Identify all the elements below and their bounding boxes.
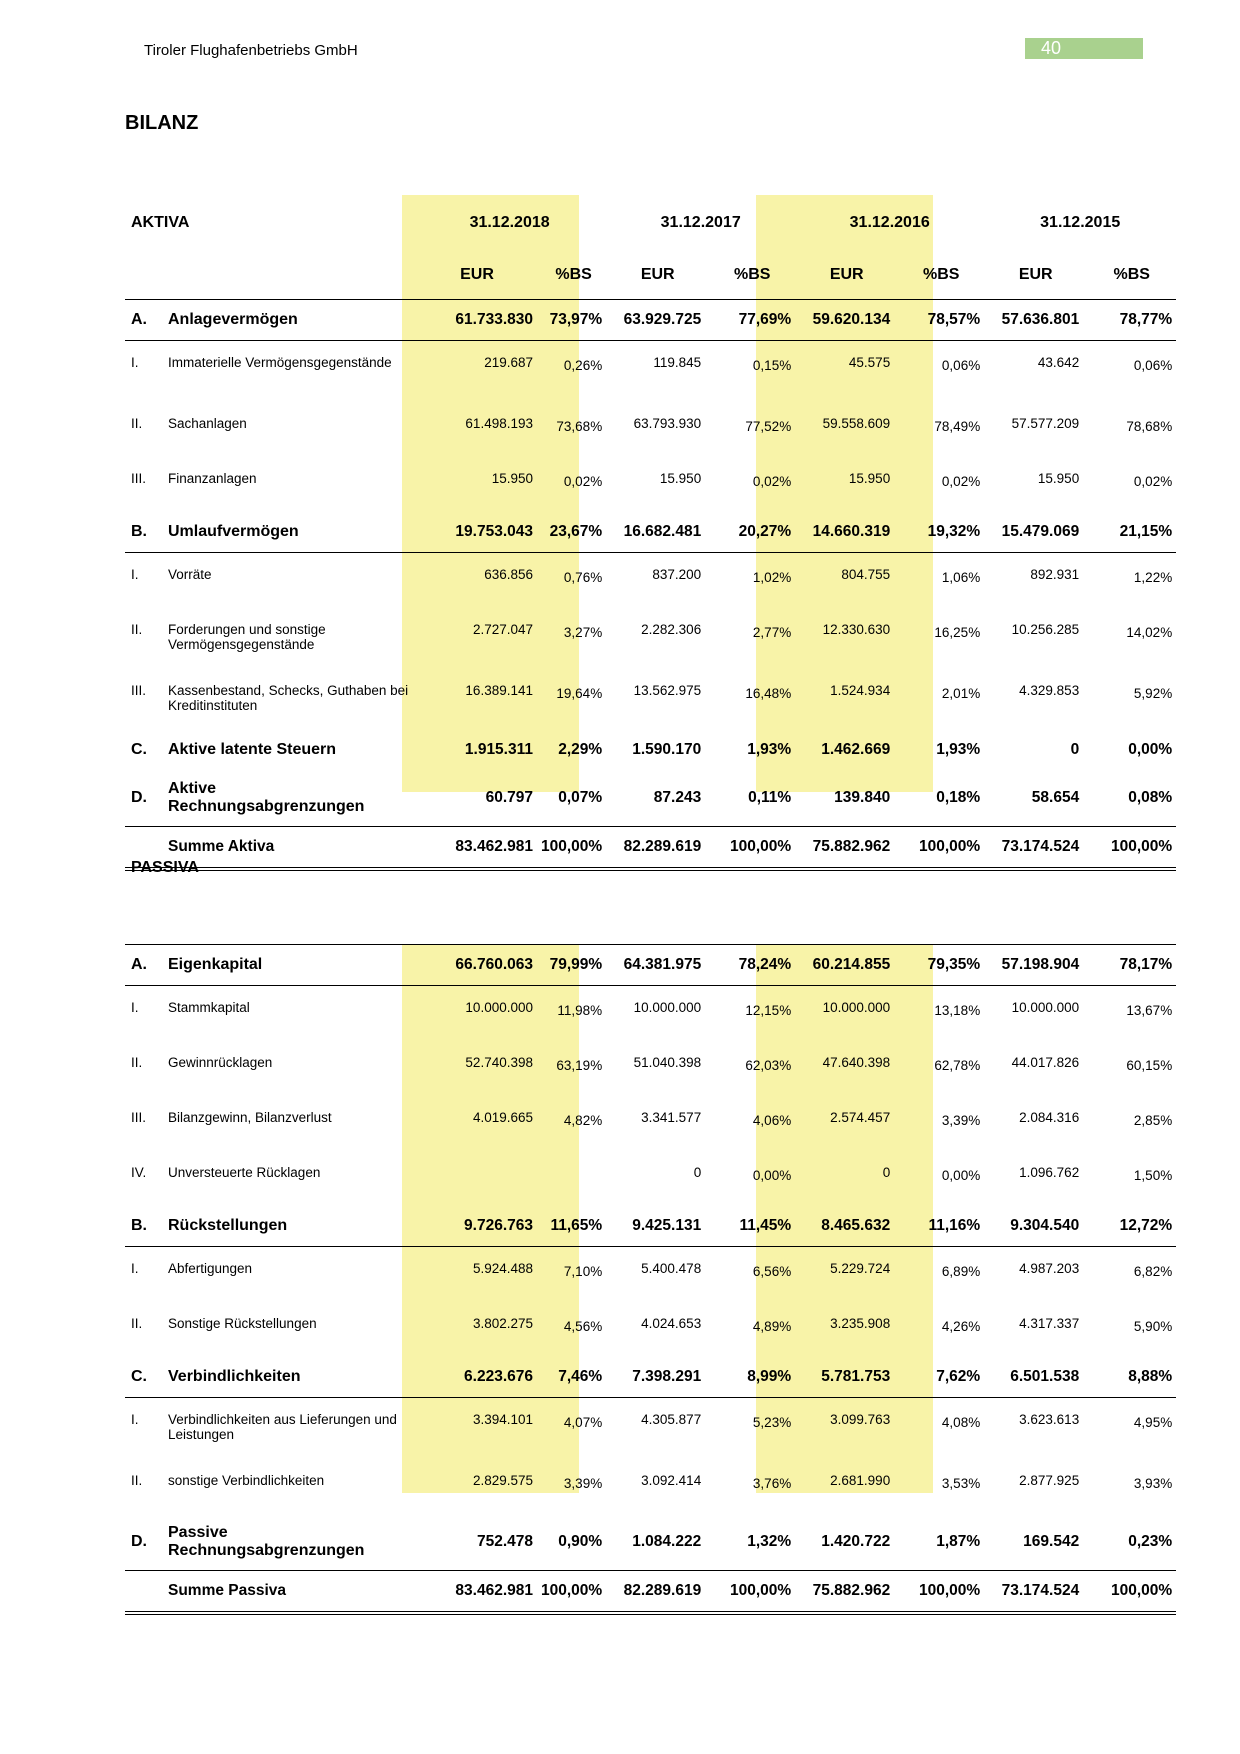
eur-value: 60.797	[485, 789, 533, 806]
eur-value: 3.092.414	[641, 1473, 702, 1488]
eur-value: 5.400.478	[641, 1261, 702, 1276]
pct-value: 0,02%	[1133, 474, 1173, 489]
eur-value: 16.682.481	[623, 523, 702, 540]
unit-eur: EUR	[460, 266, 494, 283]
unit-pct: %BS	[555, 266, 592, 283]
row-label: Abfertigungen	[168, 1261, 253, 1276]
item-row	[125, 1459, 1176, 1514]
item-row	[125, 1096, 1176, 1151]
eur-value: 63.793.930	[633, 416, 702, 431]
unit-eur: EUR	[829, 266, 864, 283]
eur-value: 2.084.316	[1019, 1110, 1080, 1125]
eur-value: 1.590.170	[632, 741, 702, 758]
pct-value: 4,82%	[563, 1113, 603, 1128]
row-label: Verbindlichkeiten aus Lieferungen und Leistungen	[168, 1412, 397, 1442]
row-letter: II.	[131, 1316, 143, 1331]
eur-value: 83.462.981	[455, 838, 533, 855]
pct-value: 2,01%	[941, 686, 981, 701]
pct-value: 7,62%	[936, 1368, 981, 1385]
pct-value: 0,26%	[563, 358, 603, 373]
pct-value: 4,26%	[941, 1319, 981, 1334]
pct-value: 4,06%	[752, 1113, 792, 1128]
row-label: Summe Aktiva	[168, 838, 275, 855]
row-label: sonstige Verbindlichkeiten	[168, 1473, 325, 1488]
eur-value: 3.099.763	[830, 1412, 891, 1427]
row-label: Immaterielle Vermögensgegenstände	[168, 355, 392, 370]
eur-value: 2.681.990	[830, 1473, 891, 1488]
eur-value: 52.740.398	[465, 1055, 533, 1070]
row-letter: I.	[131, 1000, 139, 1015]
pct-value: 1,50%	[1133, 1168, 1173, 1183]
row-label: Vorräte	[168, 567, 212, 582]
pct-value	[541, 1151, 606, 1206]
pct-value: 3,76%	[752, 1476, 792, 1491]
pct-value: 78,24%	[738, 956, 792, 973]
pct-value: 1,93%	[936, 741, 981, 758]
row-letter: II.	[131, 416, 143, 431]
row-label: Rückstellungen	[168, 1217, 288, 1234]
eur-value: 219.687	[484, 355, 533, 370]
item-row	[125, 457, 1176, 512]
eur-value: 16.389.141	[465, 683, 533, 698]
eur-value: 139.840	[834, 789, 891, 806]
eur-value: 10.000.000	[465, 1000, 533, 1015]
pct-value: 0,90%	[558, 1533, 603, 1550]
eur-value: 4.987.203	[1019, 1261, 1080, 1276]
row-letter: II.	[131, 622, 143, 637]
row-label: Anlagevermögen	[168, 311, 298, 328]
row-letter: B.	[131, 523, 147, 540]
pct-value: 13,18%	[934, 1003, 981, 1018]
row-label: Sonstige Rückstellungen	[168, 1316, 317, 1331]
eur-value: 10.000.000	[1011, 1000, 1080, 1015]
eur-value: 66.760.063	[455, 956, 533, 973]
row-label: Aktive Rechnungsabgrenzungen	[168, 780, 365, 815]
eur-value: 15.950	[491, 471, 533, 486]
aktiva-label: AKTIVA	[131, 214, 190, 231]
page-title: BILANZ	[125, 112, 199, 134]
eur-value: 75.882.962	[812, 1582, 891, 1599]
pct-value: 7,10%	[563, 1264, 603, 1279]
eur-value: 45.575	[848, 355, 891, 370]
eur-value: 51.040.398	[633, 1055, 702, 1070]
pct-value: 100,00%	[919, 838, 981, 855]
total-row	[125, 1571, 1176, 1614]
eur-value: 73.174.524	[1001, 1582, 1080, 1599]
pct-value: 2,85%	[1133, 1113, 1173, 1128]
eur-value: 5.229.724	[830, 1261, 891, 1276]
year-header-row	[125, 195, 1176, 251]
pct-value: 0,07%	[558, 789, 603, 806]
pct-value: 13,67%	[1126, 1003, 1173, 1018]
eur-value: 63.929.725	[623, 311, 702, 328]
row-label: Umlaufvermögen	[168, 523, 299, 540]
pct-value: 0,00%	[941, 1168, 981, 1183]
eur-value: 5.781.753	[821, 1368, 891, 1385]
pct-value: 100,00%	[1111, 1582, 1173, 1599]
eur-value: 169.542	[1023, 1533, 1080, 1550]
row-letter: B.	[131, 1217, 147, 1234]
row-label: Sachanlagen	[168, 416, 247, 431]
pct-value: 12,15%	[745, 1003, 792, 1018]
pct-value: 11,65%	[550, 1217, 603, 1234]
pct-value: 4,08%	[941, 1415, 981, 1430]
eur-value: 82.289.619	[623, 838, 702, 855]
year-2016: 31.12.2016	[849, 214, 930, 231]
section-row	[125, 300, 1176, 341]
pct-value: 1,06%	[941, 570, 981, 585]
row-label: Stammkapital	[168, 1000, 250, 1015]
row-letter: D.	[131, 1533, 147, 1550]
pct-value: 6,56%	[752, 1264, 792, 1279]
item-row	[125, 1302, 1176, 1357]
eur-value: 83.462.981	[455, 1582, 533, 1599]
pct-value: 0,15%	[752, 358, 792, 373]
pct-value: 78,68%	[1126, 419, 1173, 434]
pct-value: 14,02%	[1126, 625, 1173, 640]
pct-value: 0,02%	[941, 474, 981, 489]
eur-value: 10.000.000	[822, 1000, 891, 1015]
eur-value: 73.174.524	[1001, 838, 1080, 855]
row-label: Kassenbestand, Schecks, Guthaben bei Kreditinstituten	[168, 683, 409, 713]
eur-value: 1.462.669	[821, 741, 891, 758]
row-letter: A.	[131, 311, 147, 328]
pct-value: 0,18%	[936, 789, 981, 806]
eur-value: 13.562.975	[633, 683, 702, 698]
pct-value: 2,77%	[752, 625, 792, 640]
eur-value: 0	[693, 1165, 702, 1180]
pct-value: 12,72%	[1119, 1217, 1173, 1234]
pct-value: 19,32%	[927, 523, 981, 540]
pct-value: 0,00%	[1128, 741, 1173, 758]
eur-value: 82.289.619	[623, 1582, 702, 1599]
eur-value: 58.654	[1031, 789, 1080, 806]
row-letter: C.	[131, 1368, 147, 1385]
pct-value: 11,16%	[928, 1217, 981, 1234]
eur-value: 9.425.131	[632, 1217, 702, 1234]
passiva-label: PASSIVA	[131, 859, 199, 876]
eur-value: 1.096.762	[1019, 1165, 1080, 1180]
eur-value: 6.501.538	[1010, 1368, 1080, 1385]
pct-value: 100,00%	[730, 1582, 792, 1599]
eur-value: 1.915.311	[464, 741, 533, 758]
eur-value: 47.640.398	[822, 1055, 891, 1070]
item-row	[125, 608, 1176, 669]
row-label: Verbindlichkeiten	[168, 1368, 301, 1385]
pct-value: 100,00%	[730, 838, 792, 855]
pct-value: 100,00%	[541, 1582, 603, 1599]
section-row	[125, 1514, 1176, 1571]
eur-value: 60.214.855	[812, 956, 891, 973]
pct-value: 23,67%	[549, 523, 603, 540]
pct-value: 62,03%	[745, 1058, 792, 1073]
eur-value: 4.329.853	[1019, 683, 1080, 698]
eur-value: 0	[882, 1165, 891, 1180]
eur-value: 59.620.134	[812, 311, 891, 328]
section-row	[125, 770, 1176, 827]
eur-value: 3.623.613	[1019, 1412, 1080, 1427]
pct-value: 3,27%	[563, 625, 603, 640]
pct-value: 1,02%	[752, 570, 792, 585]
pct-value: 0,06%	[941, 358, 981, 373]
eur-value: 87.243	[653, 789, 702, 806]
pct-value: 1,87%	[936, 1533, 981, 1550]
row-label: Bilanzgewinn, Bilanzverlust	[168, 1110, 332, 1125]
row-letter: I.	[131, 355, 139, 370]
pct-value: 4,56%	[563, 1319, 603, 1334]
eur-value: 3.802.275	[472, 1316, 533, 1331]
pct-value: 78,57%	[927, 311, 981, 328]
item-row	[125, 1041, 1176, 1096]
eur-value: 1.420.722	[821, 1533, 891, 1550]
item-row	[125, 402, 1176, 457]
row-letter: II.	[131, 1055, 143, 1070]
row-letter: III.	[131, 1110, 147, 1125]
pct-value: 79,99%	[549, 956, 603, 973]
section-row	[125, 1206, 1176, 1247]
eur-value: 1.084.222	[632, 1533, 702, 1550]
pct-value: 11,98%	[557, 1003, 603, 1018]
pct-value: 77,69%	[738, 311, 792, 328]
unit-eur: EUR	[1018, 266, 1053, 283]
pct-value: 73,97%	[549, 311, 603, 328]
eur-value: 44.017.826	[1011, 1055, 1080, 1070]
aktiva-table	[125, 195, 1176, 871]
item-row	[125, 341, 1176, 403]
pct-value: 100,00%	[1111, 838, 1173, 855]
pct-value: 1,22%	[1133, 570, 1173, 585]
eur-value: 636.856	[484, 567, 533, 582]
pct-value: 0,23%	[1128, 1533, 1173, 1550]
pct-value: 4,07%	[563, 1415, 603, 1430]
pct-value: 16,48%	[745, 686, 792, 701]
pct-value: 0,08%	[1128, 789, 1173, 806]
pct-value: 20,27%	[738, 523, 792, 540]
pct-value: 0,00%	[752, 1168, 792, 1183]
row-letter: II.	[131, 1473, 143, 1488]
eur-value: 64.381.975	[623, 956, 702, 973]
row-label: Gewinnrücklagen	[168, 1055, 273, 1070]
row-letter: C.	[131, 741, 147, 758]
eur-value: 15.950	[1037, 471, 1080, 486]
pct-value: 8,99%	[747, 1368, 792, 1385]
eur-value: 4.317.337	[1019, 1316, 1080, 1331]
eur-value: 15.479.069	[1001, 523, 1080, 540]
pct-value: 0,02%	[752, 474, 792, 489]
item-row	[125, 669, 1176, 730]
row-label: Forderungen und sonstige Vermögensgegenstände	[168, 622, 326, 652]
eur-value: 14.660.319	[812, 523, 891, 540]
eur-value: 4.024.653	[641, 1316, 702, 1331]
pct-value: 78,77%	[1119, 311, 1173, 328]
row-label: Finanzanlagen	[168, 471, 257, 486]
eur-value: 4.019.665	[472, 1110, 533, 1125]
pct-value: 19,64%	[556, 686, 603, 701]
eur-value: 59.558.609	[822, 416, 891, 431]
eur-value: 15.950	[659, 471, 702, 486]
pct-value: 6,82%	[1133, 1264, 1173, 1279]
eur-value: 10.000.000	[633, 1000, 702, 1015]
eur-value: 2.829.575	[472, 1473, 533, 1488]
pct-value: 11,45%	[739, 1217, 792, 1234]
pct-value: 16,25%	[934, 625, 981, 640]
eur-value: 804.755	[841, 567, 891, 582]
year-2015: 31.12.2015	[1040, 214, 1121, 231]
pct-value: 79,35%	[927, 956, 981, 973]
pct-value: 21,15%	[1119, 523, 1173, 540]
pct-value: 0,06%	[1133, 358, 1173, 373]
eur-value: 5.924.488	[472, 1261, 533, 1276]
unit-eur: EUR	[640, 266, 675, 283]
row-letter: D.	[131, 789, 147, 806]
pct-value: 5,92%	[1133, 686, 1173, 701]
eur-value: 9.726.763	[464, 1217, 533, 1234]
row-letter: I.	[131, 1412, 139, 1427]
company-name: Tiroler Flughafenbetriebs GmbH	[144, 42, 358, 59]
row-letter: III.	[131, 683, 147, 698]
row-label: Summe Passiva	[168, 1582, 287, 1599]
pct-value: 1,32%	[747, 1533, 792, 1550]
eur-value: 892.931	[1030, 567, 1080, 582]
year-2018: 31.12.2018	[469, 214, 550, 231]
eur-value: 8.465.632	[821, 1217, 891, 1234]
eur-value: 0	[1070, 741, 1080, 758]
pct-value: 2,29%	[558, 741, 603, 758]
pct-value: 78,17%	[1119, 956, 1173, 973]
pct-value: 3,93%	[1133, 1476, 1173, 1491]
pct-value: 3,53%	[941, 1476, 981, 1491]
pct-value: 0,02%	[563, 474, 603, 489]
pct-value: 78,49%	[934, 419, 981, 434]
eur-value: 3.235.908	[830, 1316, 891, 1331]
eur-value: 119.845	[653, 355, 702, 370]
pct-value: 7,46%	[558, 1368, 603, 1385]
eur-value: 57.198.904	[1001, 956, 1080, 973]
eur-value: 2.574.457	[830, 1110, 891, 1125]
pct-value: 100,00%	[541, 838, 603, 855]
pct-value: 1,93%	[747, 741, 792, 758]
row-letter: A.	[131, 956, 147, 973]
pct-value: 5,90%	[1133, 1319, 1173, 1334]
eur-value: 43.642	[1037, 355, 1080, 370]
eur-value: 6.223.676	[464, 1368, 533, 1385]
pct-value: 3,39%	[563, 1476, 603, 1491]
unit-pct: %BS	[922, 266, 960, 283]
eur-value: 7.398.291	[632, 1368, 702, 1385]
section-row	[125, 512, 1176, 553]
eur-value: 57.577.209	[1011, 416, 1080, 431]
eur-value: 61.498.193	[465, 416, 533, 431]
eur-value	[413, 1151, 541, 1206]
passiva-table	[125, 944, 1176, 1615]
pct-value: 73,68%	[556, 419, 603, 434]
eur-value: 57.636.801	[1001, 311, 1080, 328]
eur-value: 1.524.934	[830, 683, 891, 698]
unit-header-row	[125, 251, 1176, 300]
section-row	[125, 1357, 1176, 1398]
row-letter: I.	[131, 1261, 139, 1276]
item-row	[125, 1398, 1176, 1460]
eur-value: 15.950	[848, 471, 891, 486]
eur-value: 4.305.877	[641, 1412, 702, 1427]
pct-value: 100,00%	[919, 1582, 981, 1599]
year-2017: 31.12.2017	[660, 214, 741, 231]
eur-value: 3.341.577	[641, 1110, 702, 1125]
section-row	[125, 730, 1176, 770]
item-row	[125, 553, 1176, 609]
eur-value: 2.877.925	[1019, 1473, 1080, 1488]
pct-value: 63,19%	[556, 1058, 603, 1073]
eur-value: 9.304.540	[1010, 1217, 1080, 1234]
pct-value: 0,76%	[563, 570, 603, 585]
eur-value: 12.330.630	[822, 622, 891, 637]
eur-value: 3.394.101	[472, 1412, 533, 1427]
row-label: Aktive latente Steuern	[168, 741, 337, 758]
pct-value: 62,78%	[934, 1058, 981, 1073]
page-number: 40	[1025, 38, 1143, 59]
row-letter: III.	[131, 471, 147, 486]
item-row	[125, 1247, 1176, 1303]
eur-value: 2.282.306	[641, 622, 702, 637]
eur-value: 10.256.285	[1011, 622, 1080, 637]
pct-value: 8,88%	[1128, 1368, 1173, 1385]
pct-value: 0,11%	[748, 789, 792, 806]
unit-pct: %BS	[733, 266, 771, 283]
item-row	[125, 1151, 1176, 1206]
section-row	[125, 945, 1176, 986]
row-label: Eigenkapital	[168, 956, 263, 973]
pct-value: 77,52%	[745, 419, 792, 434]
pct-value: 6,89%	[941, 1264, 981, 1279]
eur-value: 2.727.047	[472, 622, 533, 637]
eur-value: 752.478	[476, 1533, 533, 1550]
total-row	[125, 827, 1176, 870]
pct-value: 3,39%	[941, 1113, 981, 1128]
unit-pct: %BS	[1113, 266, 1150, 283]
eur-value: 837.200	[652, 567, 702, 582]
item-row	[125, 986, 1176, 1042]
pct-value: 4,89%	[752, 1319, 792, 1334]
row-letter: I.	[131, 567, 139, 582]
row-letter: IV.	[131, 1165, 147, 1180]
row-label: Passive Rechnungsabgrenzungen	[168, 1524, 365, 1559]
pct-value: 60,15%	[1126, 1058, 1173, 1073]
pct-value: 5,23%	[752, 1415, 792, 1430]
row-letter	[125, 1571, 168, 1614]
pct-value: 4,95%	[1133, 1415, 1173, 1430]
eur-value: 61.733.830	[455, 311, 533, 328]
eur-value: 19.753.043	[455, 523, 533, 540]
eur-value: 75.882.962	[812, 838, 891, 855]
row-label: Unversteuerte Rücklagen	[168, 1165, 321, 1180]
